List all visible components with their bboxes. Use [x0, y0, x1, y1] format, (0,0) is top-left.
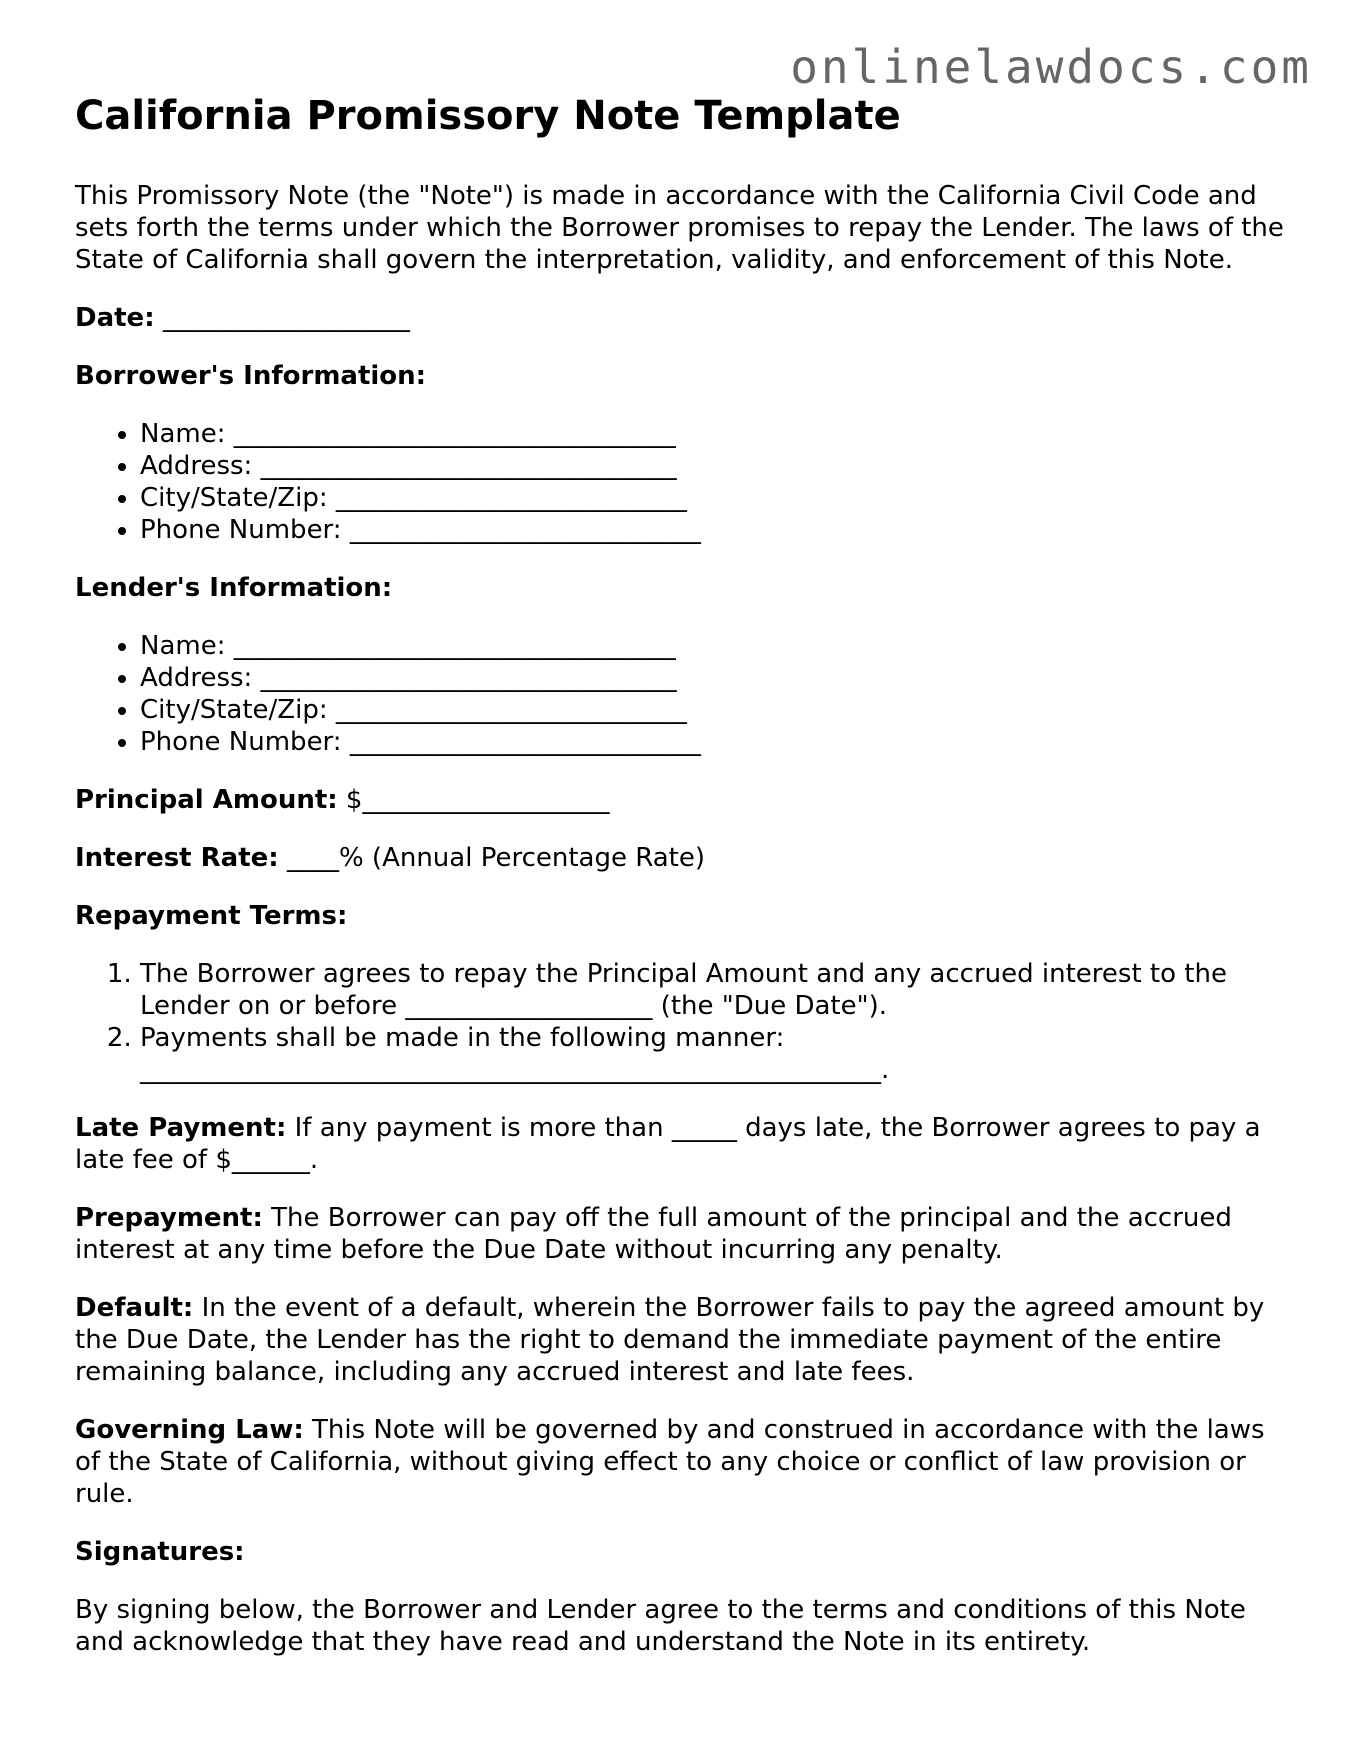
watermark: onlinelawdocs.com: [790, 40, 1312, 94]
late-payment-label: Late Payment:: [75, 1113, 287, 1143]
lender-phone-item: • Phone Number: ___________________________: [140, 726, 1285, 758]
repayment-terms-list: [75, 958, 1285, 1086]
lender-info-list: [75, 630, 1285, 758]
interest-rate-blank: ____% (Annual Percentage Rate): [278, 843, 705, 873]
interest-rate-line: [75, 842, 1285, 874]
date-label: Date:: [75, 303, 155, 333]
repayment-term-item: 2. Payments shall be made in the following manner: _________________________________________________________.: [140, 1022, 1285, 1086]
prepayment-paragraph: [75, 1202, 1285, 1266]
prepayment-label: Prepayment:: [75, 1203, 263, 1233]
lender-name-item: • Name: __________________________________: [140, 630, 1285, 662]
governing-law-text: This Note will be governed by and construed in accordance with the laws of the State of California, without giving effect to any choice or conflict of law provision or rule.: [75, 1415, 1265, 1509]
principal-amount-blank: $___________________: [337, 785, 610, 815]
late-payment-text: If any payment is more than _____ days late, the Borrower agrees to pay a late fee of $______.: [75, 1113, 1261, 1175]
borrower-city-state-zip-item: • City/State/Zip: ___________________________: [140, 482, 1285, 514]
default-label: Default:: [75, 1293, 194, 1323]
date-line: [75, 302, 1285, 334]
borrower-address-item: • Address: ________________________________: [140, 450, 1285, 482]
governing-law-paragraph: [75, 1414, 1285, 1510]
signatures-paragraph: By signing below, the Borrower and Lender agree to the terms and conditions of this Note and acknowledge that they have read and understand the Note in its entirety.: [75, 1595, 1246, 1657]
default-paragraph: [75, 1292, 1285, 1388]
repayment-term-item: 1. The Borrower agrees to repay the Principal Amount and any accrued interest to the Lender on or before ___________________ (the "Due Date").: [140, 958, 1285, 1022]
document-title: California Promissory Note Template: [75, 93, 901, 139]
lender-city-state-zip-item: • City/State/Zip: ___________________________: [140, 694, 1285, 726]
borrower-info-list: [75, 418, 1285, 546]
prepayment-text: The Borrower can pay off the full amount of the principal and the accrued interest at any time before the Due Date without incurring any penalty.: [75, 1203, 1232, 1265]
repayment-heading: Repayment Terms:: [75, 901, 348, 931]
principal-amount-label: Principal Amount:: [75, 785, 338, 815]
late-payment-paragraph: [75, 1112, 1285, 1176]
default-text: In the event of a default, wherein the Borrower fails to pay the agreed amount by the Due Date, the Lender has the right to demand the immediate payment of the entire remaining balance, including any accrued interest and late fees.: [75, 1293, 1265, 1387]
borrower-phone-item: • Phone Number: ___________________________: [140, 514, 1285, 546]
borrower-name-item: • Name: __________________________________: [140, 418, 1285, 450]
signatures-heading: Signatures:: [75, 1537, 245, 1567]
principal-amount-line: [75, 784, 1285, 816]
date-blank: ___________________: [154, 303, 410, 333]
borrower-heading: Borrower's Information:: [75, 361, 427, 391]
governing-law-label: Governing Law:: [75, 1415, 304, 1445]
lender-address-item: • Address: ________________________________: [140, 662, 1285, 694]
document-page: [75, 92, 1285, 1684]
lender-heading: Lender's Information:: [75, 573, 393, 603]
intro-paragraph: This Promissory Note (the "Note") is made in accordance with the California Civil Code and sets forth the terms under which the Borrower promises to repay the Lender. The laws of the State of California shall govern the interpretation, validity, and enforcement of this Note.: [75, 181, 1284, 275]
interest-rate-label: Interest Rate:: [75, 843, 279, 873]
